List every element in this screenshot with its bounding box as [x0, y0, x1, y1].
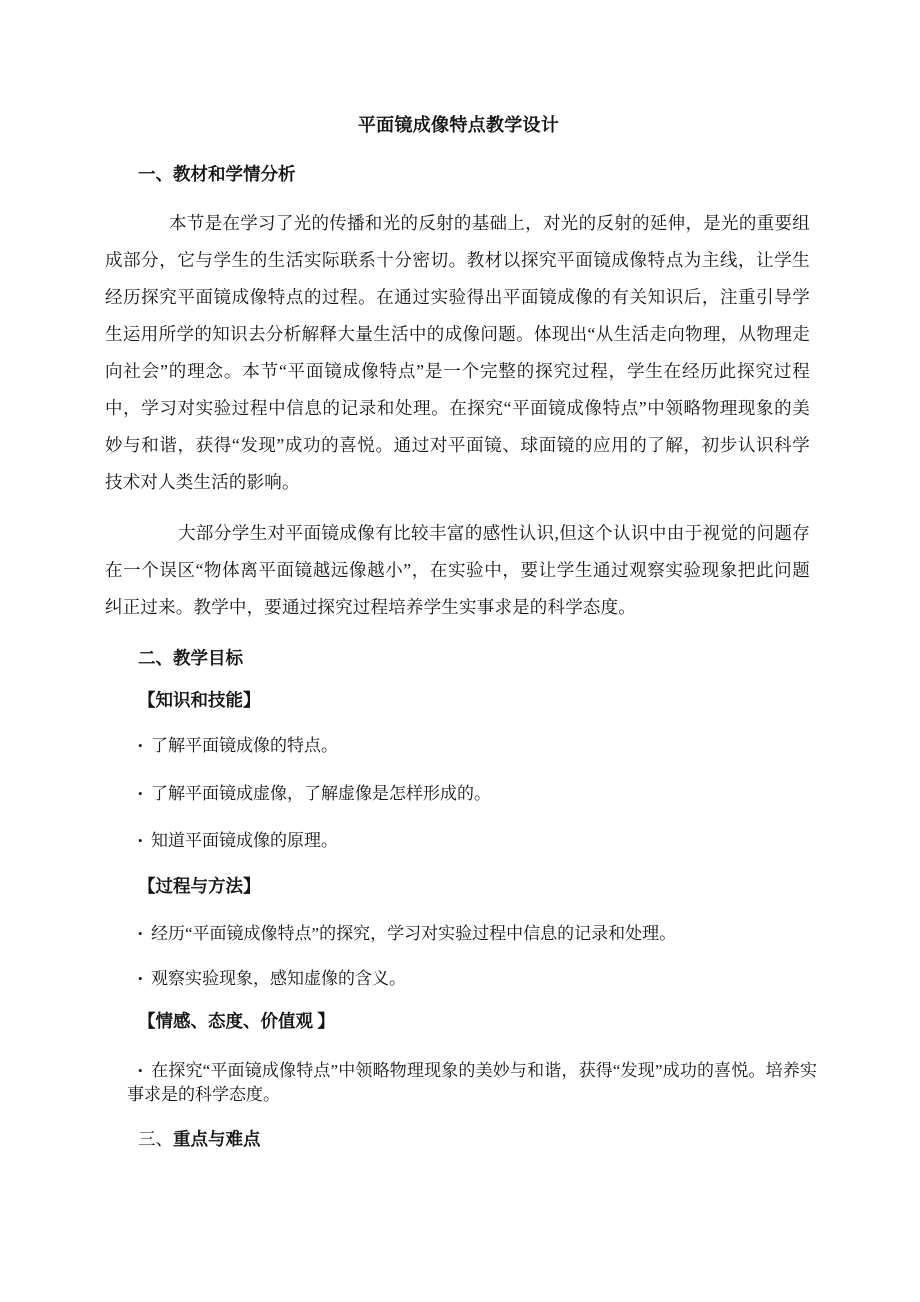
bullet-icon: • [138, 926, 143, 941]
list-item-text: 了解平面镜成虚像，了解虚像是怎样形成的。 [151, 784, 491, 803]
list-item [127, 1059, 817, 1107]
list-item [138, 782, 812, 806]
list-item [138, 967, 812, 991]
section3-heading-number: 三、 [138, 1129, 173, 1149]
bullet-icon: • [138, 833, 143, 848]
list-item [138, 922, 812, 946]
section1-paragraph-2: 大部分学生对平面镜成像有比较丰富的感性认识,但这个认识中由于视觉的问题存在一个误区“物体离平面镜越远像越小”，在实验中，要让学生通过观察实验现象把此问题纠正过来。教学中，要通过探究过程培养学生实事求是的科学态度。 [105, 523, 810, 617]
list-item [138, 734, 812, 758]
section1-heading: 一、教材和学情分析 [138, 164, 296, 184]
bullet-icon: • [138, 786, 143, 801]
document-title: 平面镜成像特点教学设计 [357, 115, 560, 135]
list-item-text: 了解平面镜成像的特点。 [151, 736, 338, 755]
bullet-icon: • [138, 971, 143, 986]
section2-heading: 二、教学目标 [138, 648, 243, 668]
bullet-icon: • [138, 1063, 143, 1078]
emotion-attitude-subheading: 【情感、态度、价值观 】 [138, 1011, 335, 1031]
section3-heading-text: 重点与难点 [173, 1129, 261, 1149]
knowledge-skills-subheading: 【知识和技能】 [138, 690, 261, 710]
list-item-text: 观察实验现象，感知虚像的含义。 [151, 969, 406, 988]
section3-heading [138, 1127, 812, 1151]
list-item-text: 知道平面镜成像的原理。 [151, 831, 338, 850]
list-item-text: 经历“平面镜成像特点”的探究，学习对实验过程中信息的记录和处理。 [151, 924, 677, 943]
section1-paragraph-1: 本节是在学习了光的传播和光的反射的基础上，对光的反射的延伸，是光的重要组成部分，它与学生的生活实际联系十分密切。教材以探究平面镜成像特点为主线，让学生经历探究平面镜成像特点的过程。在通过实验得出平面镜成像的有关知识后，注重引导学生运用所学的知识去分析解释大量生活中的成像问题。体现出“从生活走向物理，从物理走向社会”的理念。本节“平面镜成像特点”是一个完整的探究过程，学生在经历此探究过程中，学习对实验过程中信息的记录和处理。在探究“平面镜成像特点”中领略物理现象的美妙与和谐，获得“发现”成功的喜悦。通过对平面镜、球面镜的应用的了解，初步认识科学技术对人类生活的影响。 [105, 213, 810, 492]
bullet-icon: • [138, 738, 143, 753]
list-item [138, 829, 812, 853]
list-item-text: 在探究“平面镜成像特点”中领略物理现象的美妙与和谐，获得“发现”成功的喜悦。培养实事求是的科学态度。 [127, 1061, 817, 1104]
process-method-subheading: 【过程与方法】 [138, 876, 261, 896]
